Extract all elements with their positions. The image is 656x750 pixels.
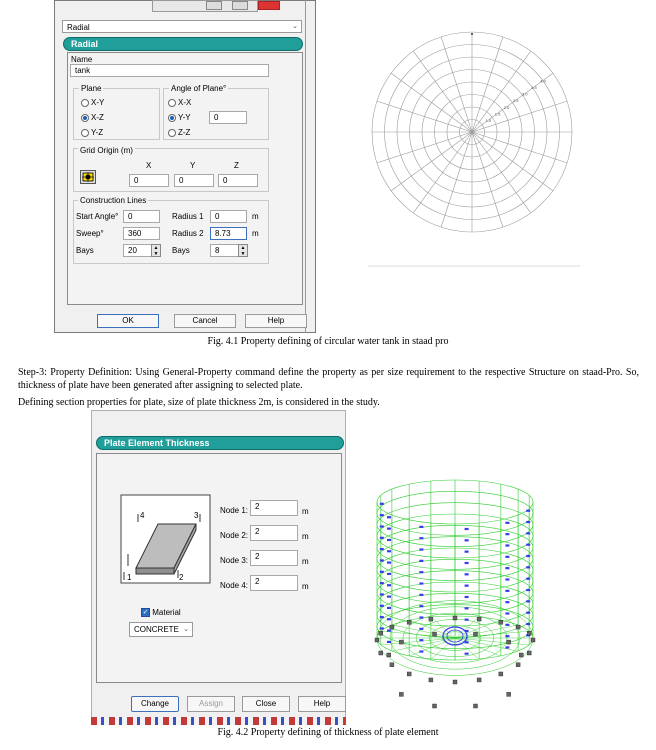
support-icon <box>399 692 403 696</box>
origin-x-input[interactable]: 0 <box>129 174 169 187</box>
property-tag <box>387 573 391 575</box>
node2-unit: m <box>302 532 309 541</box>
bays1-spinner[interactable]: ▲ ▼ <box>151 244 161 257</box>
grid-type-select[interactable] <box>62 20 302 33</box>
property-tag <box>526 612 530 614</box>
step3-paragraph: Step-3: Property Definition: Using General-Property command define the property as per size requirement to the respective Structure on staad-Pro. So, thickness of plate have been generated after assigning to selected plate. <box>18 367 639 391</box>
support-icon <box>499 620 503 624</box>
property-tag <box>465 528 469 530</box>
property-tag <box>526 555 530 557</box>
support-icon <box>499 672 503 676</box>
property-tag <box>387 629 391 631</box>
node3-input[interactable]: 2 <box>250 550 298 566</box>
property-tag <box>380 537 384 539</box>
support-icon <box>453 680 457 684</box>
property-tag <box>380 605 384 607</box>
property-tag <box>526 521 530 523</box>
radius1-label: Radius 1 <box>172 212 204 221</box>
radius2-unit: m <box>252 229 259 238</box>
ring-label: 1.5 <box>494 111 501 117</box>
radio-icon <box>81 99 89 107</box>
support-icon <box>433 632 437 636</box>
bays1-label: Bays <box>76 246 94 255</box>
plane-yz-label: Y-Z <box>91 128 104 137</box>
node1-unit: m <box>302 507 309 516</box>
minimize-button[interactable] <box>206 1 222 10</box>
close-window-button[interactable] <box>258 1 280 10</box>
support-icon <box>453 616 457 620</box>
property-tag <box>387 516 391 518</box>
radio-selected-icon <box>168 114 176 122</box>
cancel-button[interactable]: Cancel <box>174 314 236 328</box>
property-tag <box>419 537 423 539</box>
support-icon <box>477 678 481 682</box>
axis-y-label: Y <box>190 161 196 170</box>
property-tag <box>380 582 384 584</box>
plane-label: Plane <box>81 84 102 93</box>
grid-spoke <box>377 132 472 163</box>
change-button[interactable]: Change <box>131 696 179 712</box>
radio-selected-icon <box>81 114 89 122</box>
grid-origin-label: Grid Origin (m) <box>80 146 133 155</box>
support-icon <box>429 617 433 621</box>
close-button[interactable]: Close <box>242 696 290 712</box>
property-tag <box>419 582 423 584</box>
radial-grid-drawing <box>368 20 580 270</box>
property-tag <box>526 578 530 580</box>
support-icon <box>516 663 520 667</box>
assign-button[interactable]: Assign <box>187 696 235 712</box>
plate-thickness-header: Plate Element Thickness <box>96 436 344 450</box>
corner-3-label: 3 <box>194 511 199 520</box>
node3-label: Node 3: <box>220 556 249 565</box>
support-icon <box>473 704 477 708</box>
support-icon <box>379 631 383 635</box>
support-icon <box>390 663 394 667</box>
material-label: Material <box>152 608 181 617</box>
name-input[interactable]: tank <box>70 64 269 77</box>
property-tag <box>465 573 469 575</box>
property-tag <box>380 503 384 505</box>
property-tag <box>387 550 391 552</box>
sweep-label: Sweep° <box>76 229 104 238</box>
support-icon <box>516 625 520 629</box>
property-tag <box>465 539 469 541</box>
radial-header: Radial <box>63 37 303 51</box>
marker-dot <box>471 33 473 35</box>
angle-label: Angle of Plane° <box>171 84 227 93</box>
help2-button[interactable]: Help <box>298 696 346 712</box>
grid-spoke <box>441 37 472 132</box>
maximize-button[interactable] <box>232 1 248 10</box>
property-tag <box>387 641 391 643</box>
property-tag <box>465 619 469 621</box>
support-icon <box>379 651 383 655</box>
property-tag <box>419 605 423 607</box>
start-angle-input[interactable]: 0 <box>123 210 160 223</box>
support-icon <box>477 617 481 621</box>
radius2-input[interactable]: 8.73 <box>210 227 247 240</box>
plane-xy-radio[interactable] <box>81 98 104 107</box>
bays2-spinner[interactable]: ▲ ▼ <box>238 244 248 257</box>
property-tag <box>380 627 384 629</box>
support-icon <box>519 653 523 657</box>
property-tag <box>526 600 530 602</box>
base-spoke <box>455 638 501 656</box>
window-edge <box>305 0 306 333</box>
radius1-input[interactable]: 0 <box>210 210 247 223</box>
name-label: Name <box>71 55 93 64</box>
property-tag <box>505 578 509 580</box>
grid-spoke <box>472 132 567 163</box>
construction-lines-label: Construction Lines <box>80 196 147 205</box>
help-button[interactable]: Help <box>245 314 307 328</box>
ok-button[interactable]: OK <box>97 314 159 328</box>
property-tag <box>505 601 509 603</box>
support-icon <box>375 638 379 642</box>
base-spoke <box>409 638 455 656</box>
property-tag <box>526 566 530 568</box>
plate-front-face <box>136 568 174 574</box>
grid-spoke <box>441 132 472 227</box>
ring-label: 2.5 <box>512 98 519 104</box>
support-icon <box>429 678 433 682</box>
chevron-down-icon: ⌄ <box>183 626 189 633</box>
node4-label: Node 4: <box>220 581 249 590</box>
support-icon <box>473 632 477 636</box>
property-tag <box>419 594 423 596</box>
property-tag <box>526 623 530 625</box>
property-tag <box>465 641 469 643</box>
property-tag <box>419 616 423 618</box>
angle-xx-radio[interactable] <box>168 98 191 107</box>
origin-y-input[interactable]: 0 <box>174 174 214 187</box>
property-tag <box>380 525 384 527</box>
property-tag <box>505 590 509 592</box>
property-tag <box>380 514 384 516</box>
property-tag <box>465 562 469 564</box>
plate-diagram-icon <box>120 494 212 585</box>
node3-unit: m <box>302 557 309 566</box>
plane-xz-label: X-Z <box>91 113 104 122</box>
node4-input[interactable]: 2 <box>250 575 298 591</box>
property-tag <box>465 551 469 553</box>
property-tag <box>526 589 530 591</box>
property-tag <box>387 561 391 563</box>
property-tag <box>465 653 469 655</box>
support-icon <box>507 640 511 644</box>
support-icon <box>407 620 411 624</box>
node1-label: Node 1: <box>220 506 249 515</box>
support-icon <box>527 651 531 655</box>
origin-z-input[interactable]: 0 <box>218 174 258 187</box>
property-tag <box>505 567 509 569</box>
property-tag <box>465 596 469 598</box>
property-tag <box>505 556 509 558</box>
property-tag <box>505 533 509 535</box>
corner-4-label: 4 <box>140 511 145 520</box>
support-icon <box>399 640 403 644</box>
property-tag <box>419 628 423 630</box>
radius2-label: Radius 2 <box>172 229 204 238</box>
axis-x-label: X <box>146 161 152 170</box>
axis-z-label: Z <box>234 161 239 170</box>
property-tag <box>419 526 423 528</box>
node2-input[interactable]: 2 <box>250 525 298 541</box>
material-value: CONCRETE <box>134 625 179 634</box>
property-tag <box>380 559 384 561</box>
property-tag <box>387 607 391 609</box>
property-tag <box>380 548 384 550</box>
property-tag <box>387 595 391 597</box>
corner-2-label: 2 <box>179 573 184 582</box>
plane-xz-radio[interactable] <box>81 113 104 122</box>
property-tag <box>505 624 509 626</box>
tank-mesh-drawing <box>360 478 550 710</box>
angle-xx-label: X-X <box>178 98 192 107</box>
material-select[interactable] <box>129 622 193 637</box>
support-icon <box>527 631 531 635</box>
property-tag <box>419 639 423 641</box>
angle-value-input[interactable]: 0 <box>209 111 247 124</box>
property-tag <box>526 510 530 512</box>
bays1-input[interactable]: 20 <box>123 244 152 257</box>
section-paragraph: Defining section properties for plate, size of plate thickness 2m, is considered in the study. <box>18 397 380 408</box>
property-tag <box>387 584 391 586</box>
checkmark-icon: ✓ <box>142 609 149 617</box>
bays2-label: Bays <box>172 246 190 255</box>
support-icon <box>507 692 511 696</box>
material-checkbox[interactable] <box>141 608 181 617</box>
support-icon <box>531 638 535 642</box>
property-tag <box>505 544 509 546</box>
grid-spoke <box>472 132 503 227</box>
property-tag <box>465 607 469 609</box>
property-tag <box>505 646 509 648</box>
property-tag <box>465 585 469 587</box>
figure2-caption: Fig. 4.2 Property defining of thickness of plate element <box>217 727 439 738</box>
chevron-down-icon: ⌄ <box>292 23 298 30</box>
property-tag <box>380 593 384 595</box>
grid-type-value: Radial <box>67 23 90 32</box>
property-tag <box>465 630 469 632</box>
pick-origin-icon[interactable] <box>80 170 96 184</box>
node4-unit: m <box>302 582 309 591</box>
plane-xy-label: X-Y <box>91 98 105 107</box>
property-tag <box>387 618 391 620</box>
angle-zz-label: Z-Z <box>178 128 191 137</box>
ring-label: 1.0 <box>485 118 492 124</box>
property-tag <box>380 571 384 573</box>
underlying-screen-strip <box>91 717 346 725</box>
property-tag <box>419 548 423 550</box>
property-tag <box>380 616 384 618</box>
ring-label: 4.0 <box>540 78 546 84</box>
radio-icon <box>168 99 176 107</box>
start-angle-label: Start Angle° <box>76 212 119 221</box>
radio-icon <box>81 129 89 137</box>
plane-yz-radio[interactable] <box>81 128 103 137</box>
property-tag <box>387 527 391 529</box>
property-tag <box>526 532 530 534</box>
grid-spoke <box>377 101 472 132</box>
property-tag <box>505 522 509 524</box>
support-icon <box>387 653 391 657</box>
grid-spoke <box>472 101 567 132</box>
radio-icon <box>168 129 176 137</box>
bays2-input[interactable]: 8 <box>210 244 239 257</box>
property-tag <box>505 635 509 637</box>
angle-zz-radio[interactable] <box>168 128 190 137</box>
ring-label: 3.0 <box>522 91 528 97</box>
angle-yy-radio[interactable] <box>168 113 191 122</box>
property-tag <box>419 571 423 573</box>
node2-label: Node 2: <box>220 531 249 540</box>
property-tag <box>419 560 423 562</box>
corner-1-label: 1 <box>127 573 132 582</box>
support-icon <box>390 625 394 629</box>
support-icon <box>407 672 411 676</box>
property-tag <box>505 612 509 614</box>
ring-label: 3.5 <box>531 85 537 91</box>
property-tag <box>419 650 423 652</box>
property-tag <box>387 539 391 541</box>
radius1-unit: m <box>252 212 259 221</box>
figure1-caption: Fig. 4.1 Property defining of circular water tank in staad pro <box>207 336 449 347</box>
node1-input[interactable]: 2 <box>250 500 298 516</box>
ring-label: 2.0 <box>503 104 510 110</box>
property-tag <box>526 544 530 546</box>
angle-yy-label: Y-Y <box>178 113 191 122</box>
sweep-input[interactable]: 360 <box>123 227 160 240</box>
support-icon <box>433 704 437 708</box>
